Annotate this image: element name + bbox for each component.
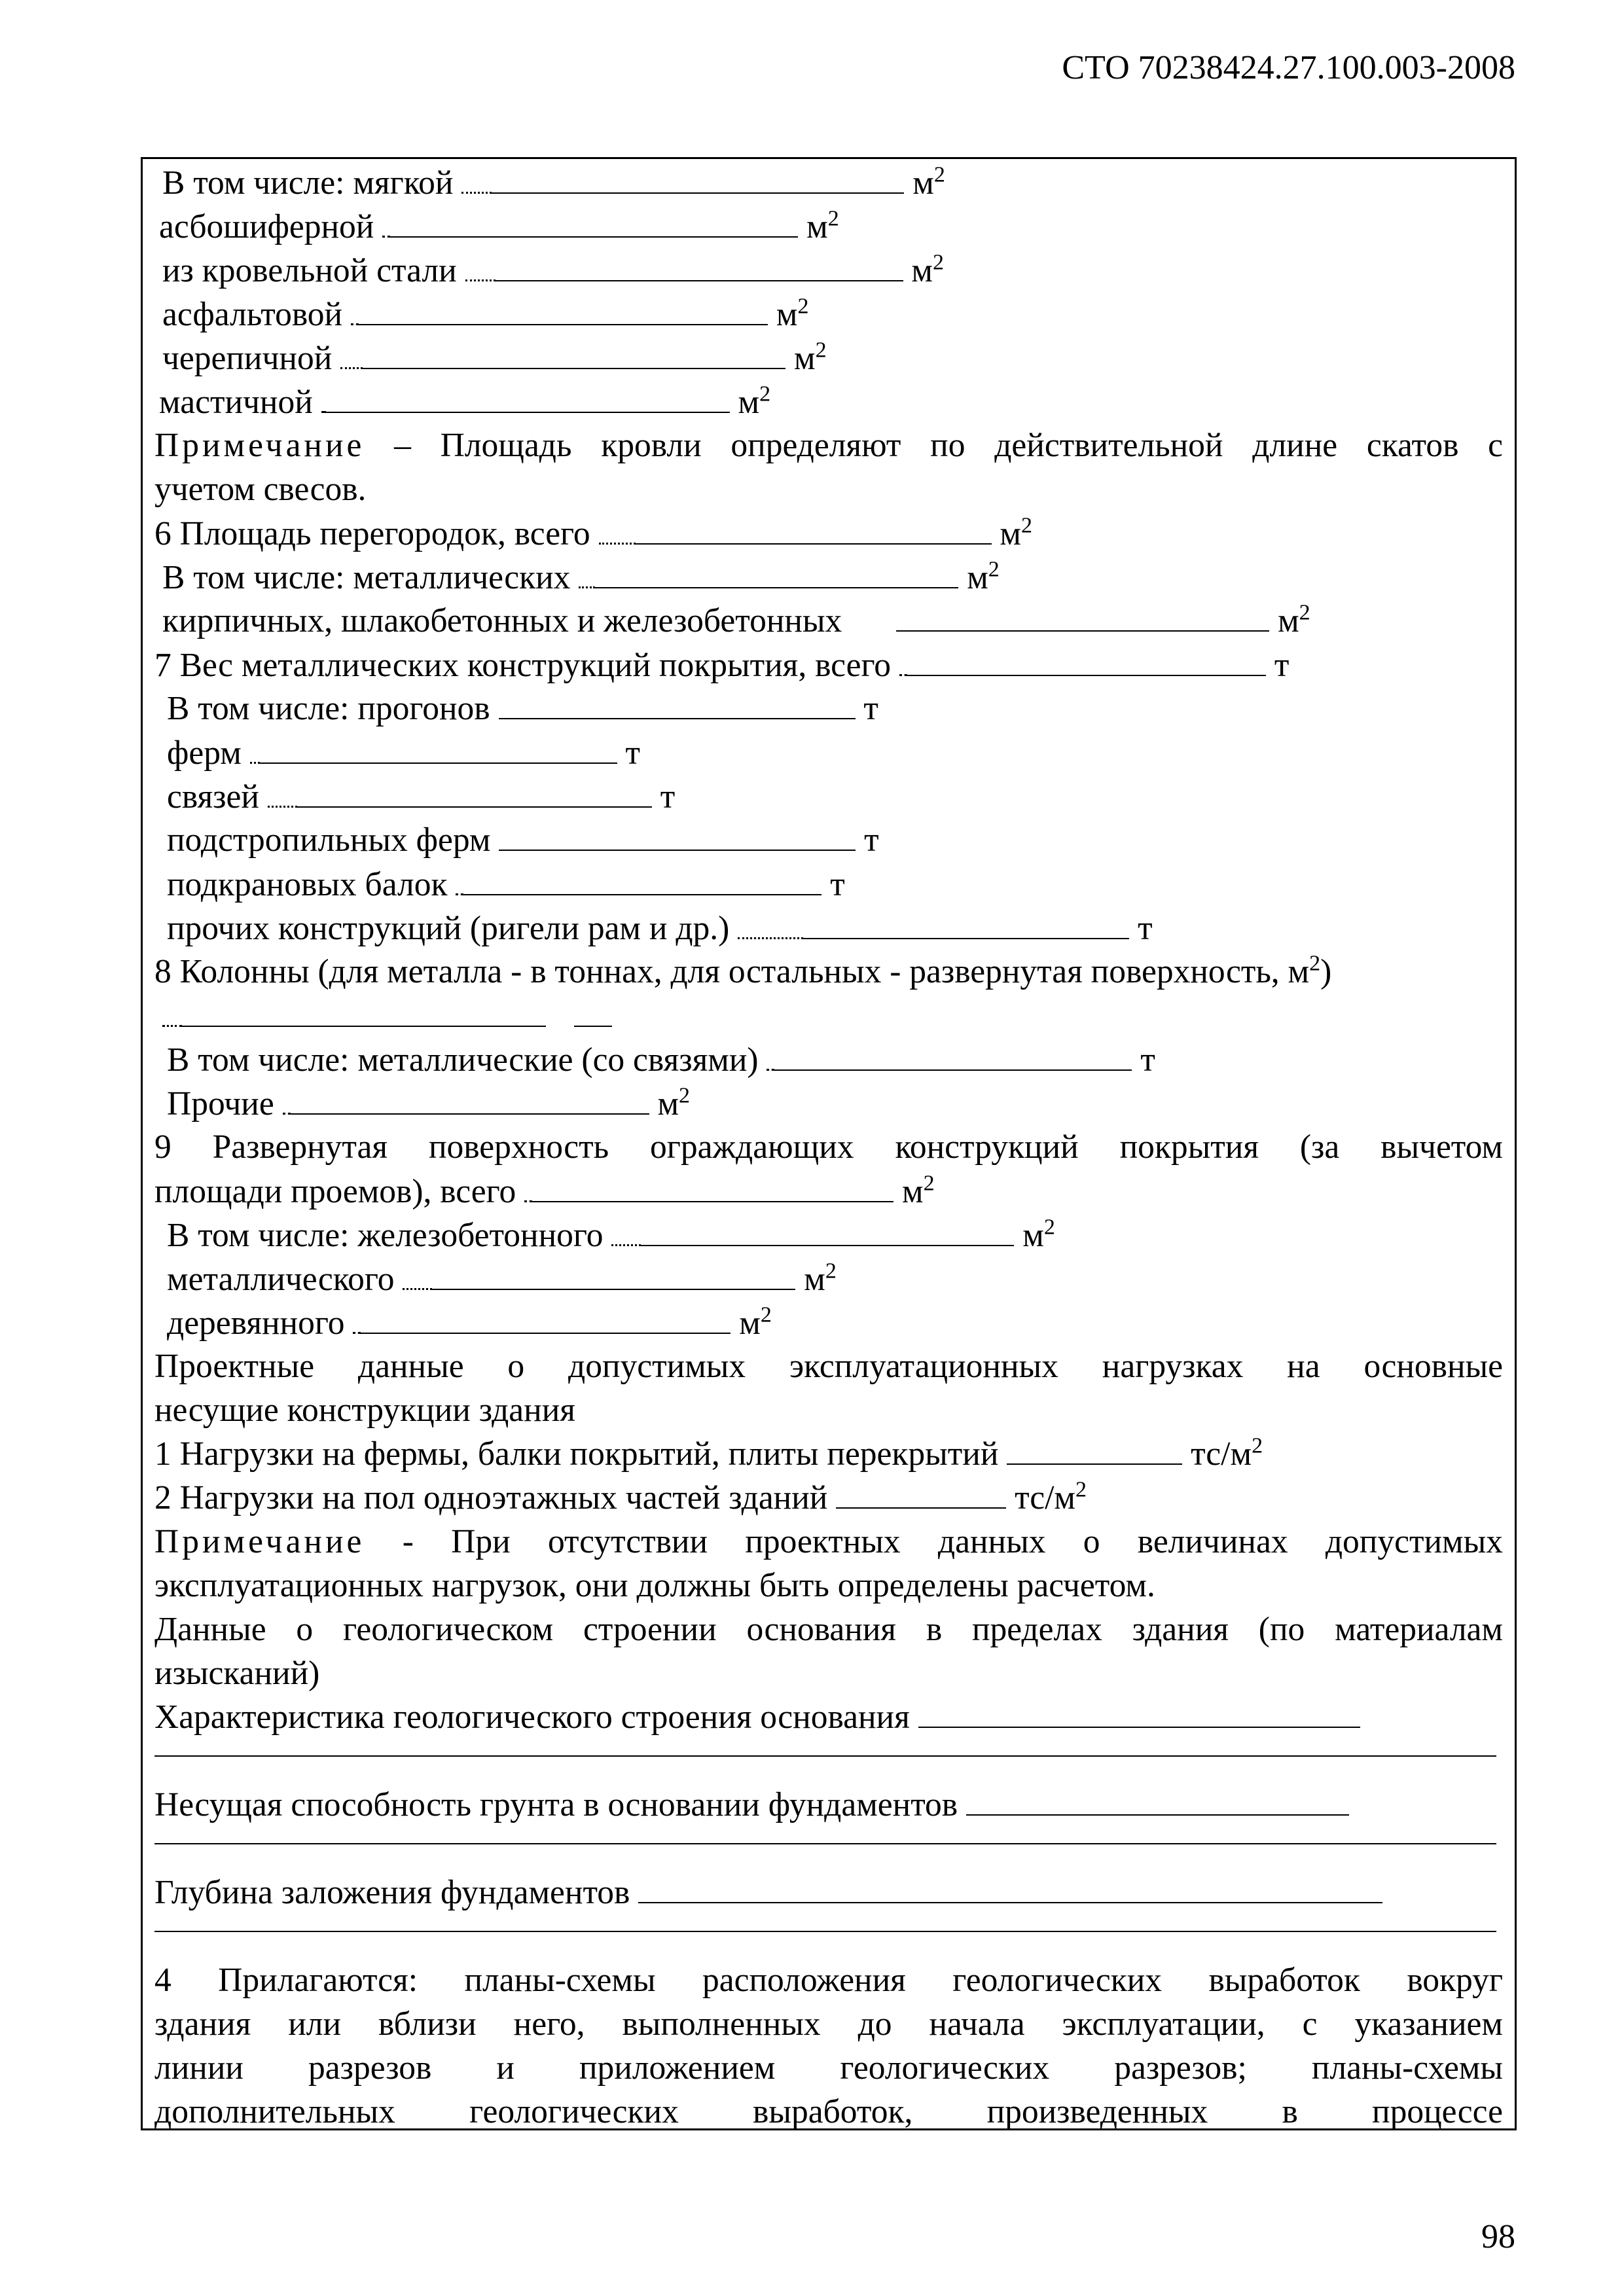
roof-asbestos-label: асбошиферной — [159, 208, 374, 245]
note-label: Примечание — [154, 1523, 365, 1560]
columns-total-extra-field[interactable] — [574, 999, 612, 1027]
unit-m: м — [1278, 602, 1299, 639]
unit-m: м — [739, 1304, 761, 1342]
enclosure-wood-label: деревянного — [167, 1304, 345, 1342]
unit-m: м — [794, 340, 816, 377]
unit-sup: 2 — [679, 1083, 691, 1108]
roof-steel-field[interactable] — [496, 254, 903, 281]
columns-metal-row — [167, 1043, 1155, 1077]
crane-beams-field[interactable] — [463, 868, 821, 895]
unit-t: т — [863, 690, 878, 727]
enclosure-title-line-2: площади проемов), всего — [154, 1173, 516, 1210]
leader-dots — [403, 1262, 432, 1290]
attachments-line-2: здания или вблизи него, выполненных до начала эксплуатации, с указанием — [154, 2005, 1503, 2043]
other-structures-row — [167, 911, 1153, 946]
geology-depth-row — [154, 1876, 1382, 1910]
unit-m: м — [1000, 515, 1021, 552]
other-structures-field[interactable] — [803, 912, 1129, 939]
unit-sup: 2 — [1252, 1433, 1263, 1458]
enclosure-total-field[interactable] — [532, 1175, 893, 1202]
load-1-row — [154, 1433, 1263, 1473]
note-text: – Площадь кровли определяют по действительной длине скатов с — [394, 427, 1503, 464]
attachments-line-1: 4 Прилагаются: планы-схемы расположения геологических выработок вокруг — [154, 1962, 1503, 1999]
enclosure-wood-row — [167, 1302, 772, 1342]
leader-dots — [738, 911, 803, 939]
load-unit: тс/м — [1191, 1435, 1252, 1473]
subtrusses-label: подстропильных ферм — [167, 821, 491, 859]
roof-mastic-field[interactable] — [325, 386, 730, 413]
roof-steel-row — [162, 250, 945, 289]
leader-dots — [579, 560, 595, 588]
partitions-metal-label: В том числе: металлических — [162, 559, 571, 596]
unit-sup: 2 — [827, 206, 839, 231]
geology-char-row — [154, 1700, 1360, 1734]
enclosure-rc-row — [167, 1215, 1055, 1254]
unit-m: м — [911, 252, 933, 289]
leader-dots — [599, 516, 636, 545]
enclosure-metal-field[interactable] — [432, 1263, 795, 1290]
unit-sup: 2 — [1309, 951, 1321, 976]
other-structures-label: прочих конструкций (ригели рам и др.) — [167, 910, 730, 947]
geology-capacity-field[interactable] — [966, 1788, 1349, 1816]
loads-intro-line-2: несущие конструкции здания — [154, 1391, 575, 1429]
leader-dots — [283, 1086, 291, 1115]
trusses-label: ферм — [167, 734, 242, 772]
crane-beams-label: подкрановых балок — [167, 866, 448, 903]
partitions-brick-label: кирпичных, шлакобетонных и железобетонных — [162, 602, 842, 639]
unit-m: м — [804, 1261, 825, 1298]
geology-capacity-label: Несущая способность грунта в основании фундаментов — [154, 1786, 958, 1823]
roof-steel-label: из кровельной стали — [162, 252, 457, 289]
partitions-total-label: 6 Площадь перегородок, всего — [154, 515, 590, 552]
unit-t: т — [830, 866, 845, 903]
geology-char-field-line-2[interactable] — [154, 1755, 1496, 1757]
metal-weight-total-label: 7 Вес металлических конструкций покрытия, всего — [154, 647, 892, 684]
enclosure-metal-row — [167, 1259, 837, 1298]
geology-depth-field[interactable] — [638, 1876, 1382, 1903]
columns-other-field[interactable] — [291, 1087, 649, 1115]
leader-dots — [611, 1218, 641, 1246]
geology-capacity-field-line-2[interactable] — [154, 1843, 1496, 1844]
geology-intro-line-1: Данные о геологическом строении основания в пределах здания (по материалам — [154, 1611, 1503, 1648]
attachments-line-3: линии разрезов и приложением геологических разрезов; планы-схемы — [154, 2049, 1503, 2087]
note-text: - При отсутствии проектных данных о величинах допустимых — [402, 1523, 1503, 1560]
load-2-label: 2 Нагрузки на пол одноэтажных частей зданий — [154, 1479, 828, 1516]
columns-total-row — [162, 999, 612, 1033]
load-2-row — [154, 1477, 1087, 1516]
leader-dots — [250, 736, 260, 764]
metal-weight-total-field[interactable] — [907, 649, 1266, 676]
unit-sup: 2 — [759, 382, 771, 406]
unit-t: т — [1140, 1041, 1155, 1079]
enclosure-title-line-1: 9 Развернутая поверхность ограждающих конструкций покрытия (за вычетом — [154, 1128, 1503, 1166]
unit-sup: 2 — [760, 1302, 772, 1327]
columns-title-close: ) — [1320, 953, 1332, 990]
unit-sup: 2 — [1043, 1215, 1055, 1240]
bracing-label: связей — [167, 778, 259, 816]
subtrusses-field[interactable] — [499, 823, 856, 851]
load-1-label: 1 Нагрузки на фермы, балки покрытий, плиты перекрытий — [154, 1435, 999, 1473]
geology-char-field[interactable] — [918, 1700, 1360, 1728]
roof-asphalt-row — [162, 294, 809, 333]
attachments-line-4: дополнительных геологических выработок, произведенных в процессе — [154, 2093, 1503, 2130]
document-code: СТО 70238424.27.100.003-2008 — [1062, 49, 1515, 86]
page-number: 98 — [1481, 2218, 1515, 2255]
leader-dots — [340, 341, 363, 369]
unit-t: т — [625, 734, 641, 772]
unit-sup: 2 — [797, 294, 809, 319]
unit-sup: 2 — [1021, 513, 1032, 538]
roof-note-line-1 — [154, 429, 1503, 463]
geology-depth-label: Глубина заложения фундаментов — [154, 1874, 630, 1911]
crane-beams-row — [167, 867, 845, 902]
unit-m: м — [776, 296, 798, 333]
geology-depth-field-line-2[interactable] — [154, 1931, 1496, 1932]
roof-note-line-2: учетом свесов. — [154, 471, 367, 508]
partitions-brick-field[interactable] — [896, 604, 1269, 632]
enclosure-rc-field[interactable] — [641, 1219, 1014, 1246]
columns-title — [154, 951, 1332, 990]
leader-dots — [456, 867, 463, 895]
trusses-field[interactable] — [260, 736, 617, 764]
roof-asphalt-field[interactable] — [359, 298, 768, 325]
roof-mastic-label: мастичной — [159, 384, 313, 421]
leader-dots — [899, 648, 907, 676]
leader-dots — [461, 166, 492, 194]
leader-dots — [353, 1306, 361, 1334]
unit-m: м — [967, 559, 988, 596]
roof-mastic-row — [159, 382, 771, 421]
enclosure-total-row — [154, 1171, 935, 1210]
loads-note-line-1 — [154, 1525, 1503, 1559]
columns-metal-field[interactable] — [774, 1043, 1132, 1071]
leader-dots — [382, 209, 390, 238]
purlins-field[interactable] — [499, 692, 856, 719]
geology-capacity-row — [154, 1788, 1349, 1822]
roof-tile-field[interactable] — [363, 342, 785, 369]
leader-dots — [465, 253, 496, 281]
columns-other-label: Прочие — [167, 1085, 274, 1122]
unit-sup: 2 — [923, 1171, 935, 1196]
purlins-label: В том числе: прогонов — [167, 690, 490, 727]
unit-t: т — [1138, 910, 1153, 947]
leader-dots — [162, 999, 182, 1027]
trusses-row — [167, 736, 640, 770]
leader-dots — [351, 297, 359, 325]
geology-intro-line-2: изысканий) — [154, 1655, 320, 1692]
partitions-brick-row — [162, 600, 1310, 639]
unit-sup: 2 — [1075, 1477, 1087, 1502]
enclosure-metal-label: металлического — [167, 1261, 395, 1298]
bracing-field[interactable] — [297, 780, 652, 808]
loads-intro-line-1: Проектные данные о допустимых эксплуатационных нагрузках на основные — [154, 1348, 1503, 1385]
partitions-total-field[interactable] — [636, 517, 992, 545]
unit-m: м — [1022, 1217, 1044, 1254]
purlins-row — [167, 692, 878, 726]
unit-m: м — [738, 384, 760, 421]
partitions-total-row — [154, 513, 1032, 552]
roof-soft-field[interactable] — [492, 166, 904, 194]
unit-m: м — [806, 208, 828, 245]
note-label: Примечание — [154, 427, 365, 464]
unit-m: м — [912, 164, 934, 202]
roof-soft-label: В том числе: мягкой — [162, 164, 454, 202]
unit-sup: 2 — [933, 250, 945, 275]
load-1-field[interactable] — [1007, 1437, 1182, 1465]
unit-sup: 2 — [815, 338, 827, 363]
unit-t: т — [1274, 647, 1290, 684]
unit-sup: 2 — [1299, 600, 1310, 625]
leader-dots — [268, 780, 297, 808]
leader-dots — [767, 1043, 774, 1071]
enclosure-rc-label: В том числе: железобетонного — [167, 1217, 604, 1254]
enclosure-wood-field[interactable] — [361, 1306, 731, 1334]
roof-asbestos-row — [159, 206, 839, 245]
roof-tile-row — [162, 338, 827, 377]
columns-total-field[interactable] — [182, 999, 546, 1027]
load-2-field[interactable] — [836, 1481, 1006, 1509]
unit-m: м — [657, 1085, 679, 1122]
subtrusses-row — [167, 823, 879, 857]
unit-t: т — [660, 778, 676, 816]
leader-dots — [524, 1174, 532, 1202]
unit-sup: 2 — [825, 1259, 837, 1283]
partitions-metal-field[interactable] — [595, 561, 958, 588]
geology-char-label: Характеристика геологического строения основания — [154, 1698, 910, 1736]
unit-sup: 2 — [933, 162, 945, 187]
unit-t: т — [864, 821, 879, 859]
unit-sup: 2 — [988, 557, 1000, 582]
load-unit: тс/м — [1015, 1479, 1076, 1516]
roof-soft-row — [162, 162, 945, 202]
columns-title-text: 8 Колонны (для металла - в тоннах, для остальных - развернутая поверхность, м — [154, 953, 1310, 990]
columns-other-row — [167, 1083, 691, 1122]
unit-m: м — [901, 1173, 924, 1210]
partitions-metal-row — [162, 557, 1000, 596]
roof-asphalt-label: асфальтовой — [162, 296, 343, 333]
loads-note-line-2: эксплуатационных нагрузок, они должны быть определены расчетом. — [154, 1567, 1155, 1604]
bracing-row — [167, 780, 675, 814]
roof-asbestos-field[interactable] — [390, 210, 798, 238]
roof-tile-label: черепичной — [162, 340, 333, 377]
columns-metal-label: В том числе: металлические (со связями) — [167, 1041, 759, 1079]
metal-weight-total-row — [154, 648, 1289, 683]
